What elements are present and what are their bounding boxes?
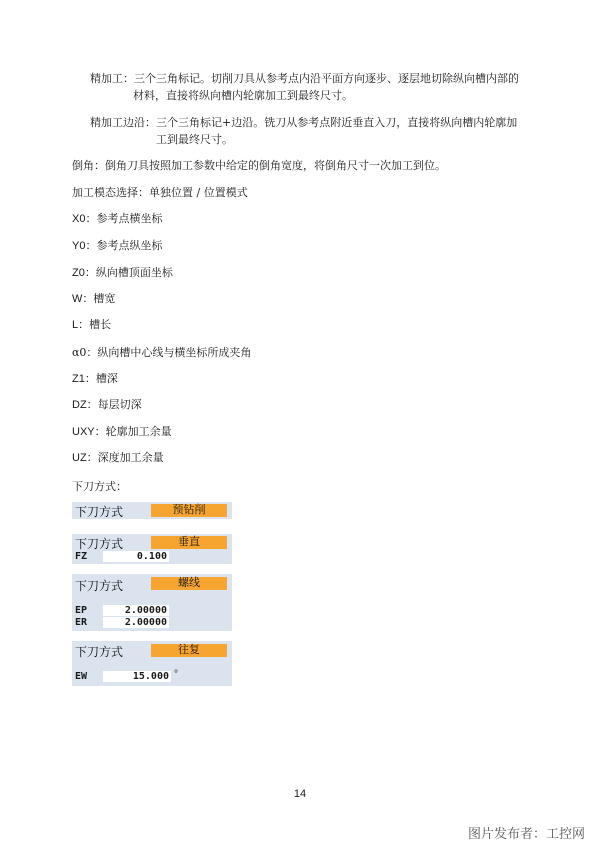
er-input[interactable]: 2.00000 <box>103 617 169 628</box>
ew-label: EW <box>75 671 88 682</box>
finish-edge-line-1: 精加工边沿：三个三角标记+边沿。铣刀从参考点附近垂直入刀，直接将纵向槽内轮廓加 <box>90 116 518 129</box>
infeed-panel-predrill <box>72 502 232 519</box>
paragraph-finish <box>90 70 540 104</box>
param-l: L：槽长 <box>72 319 112 331</box>
param-z0: Z0：纵向槽顶面坐标 <box>72 267 173 279</box>
paragraph-infeed: 下刀方式： <box>72 480 127 493</box>
infeed-vertical-button[interactable]: 垂直 <box>151 536 227 549</box>
ew-input[interactable]: 15.000 <box>103 671 171 682</box>
fz-input[interactable]: 0.100 <box>103 551 169 562</box>
panel-header: 下刀方式 <box>75 537 124 551</box>
param-uz: UZ：深度加工余量 <box>72 452 164 464</box>
ep-label: EP <box>75 605 88 616</box>
infeed-helical-button[interactable]: 螺线 <box>151 577 227 590</box>
paragraph-chamfer: 倒角：倒角刀具按照加工参数中给定的倒角宽度，将倒角尺寸一次加工到位。 <box>72 159 446 172</box>
panel-header: 下刀方式 <box>75 645 124 659</box>
finish-edge-line-2: 工到最终尺寸。 <box>156 133 233 146</box>
degree-unit: ° <box>174 669 178 680</box>
paragraph-mode: 加工模态选择：单独位置 / 位置模式 <box>72 186 248 199</box>
panel-header: 下刀方式 <box>75 579 124 593</box>
infeed-reciprocating-button[interactable]: 往复 <box>151 644 227 657</box>
paragraph-finish-edge <box>90 114 540 148</box>
finish-line-1: 精加工：三个三角标记。切削刀具从参考点内沿平面方向逐步、逐层地切除纵向槽内部的 <box>90 72 519 85</box>
infeed-predrill-button[interactable]: 预钻削 <box>151 504 227 517</box>
watermark: 图片发布者：工控网 <box>467 827 585 842</box>
finish-line-2: 材料，直接将纵向槽内轮廓加工到最终尺寸。 <box>133 89 353 102</box>
infeed-panel-reciprocating <box>72 641 232 686</box>
param-dz: DZ：每层切深 <box>72 399 142 411</box>
page-number: 14 <box>293 788 307 800</box>
param-uxy: UXY：轮廓加工余量 <box>72 426 172 438</box>
param-w: W：槽宽 <box>72 293 116 305</box>
fz-label: FZ <box>75 551 88 562</box>
infeed-panel-vertical <box>72 534 232 564</box>
er-label: ER <box>75 617 88 628</box>
panel-header: 下刀方式 <box>75 505 124 519</box>
param-alpha0: α0：纵向槽中心线与横坐标所成夹角 <box>72 346 252 359</box>
param-y0: Y0：参考点纵坐标 <box>72 240 163 252</box>
param-x0: X0：参考点横坐标 <box>72 213 163 225</box>
infeed-panel-helical <box>72 574 232 631</box>
param-z1: Z1：槽深 <box>72 373 118 385</box>
ep-input[interactable]: 2.00000 <box>103 605 169 616</box>
